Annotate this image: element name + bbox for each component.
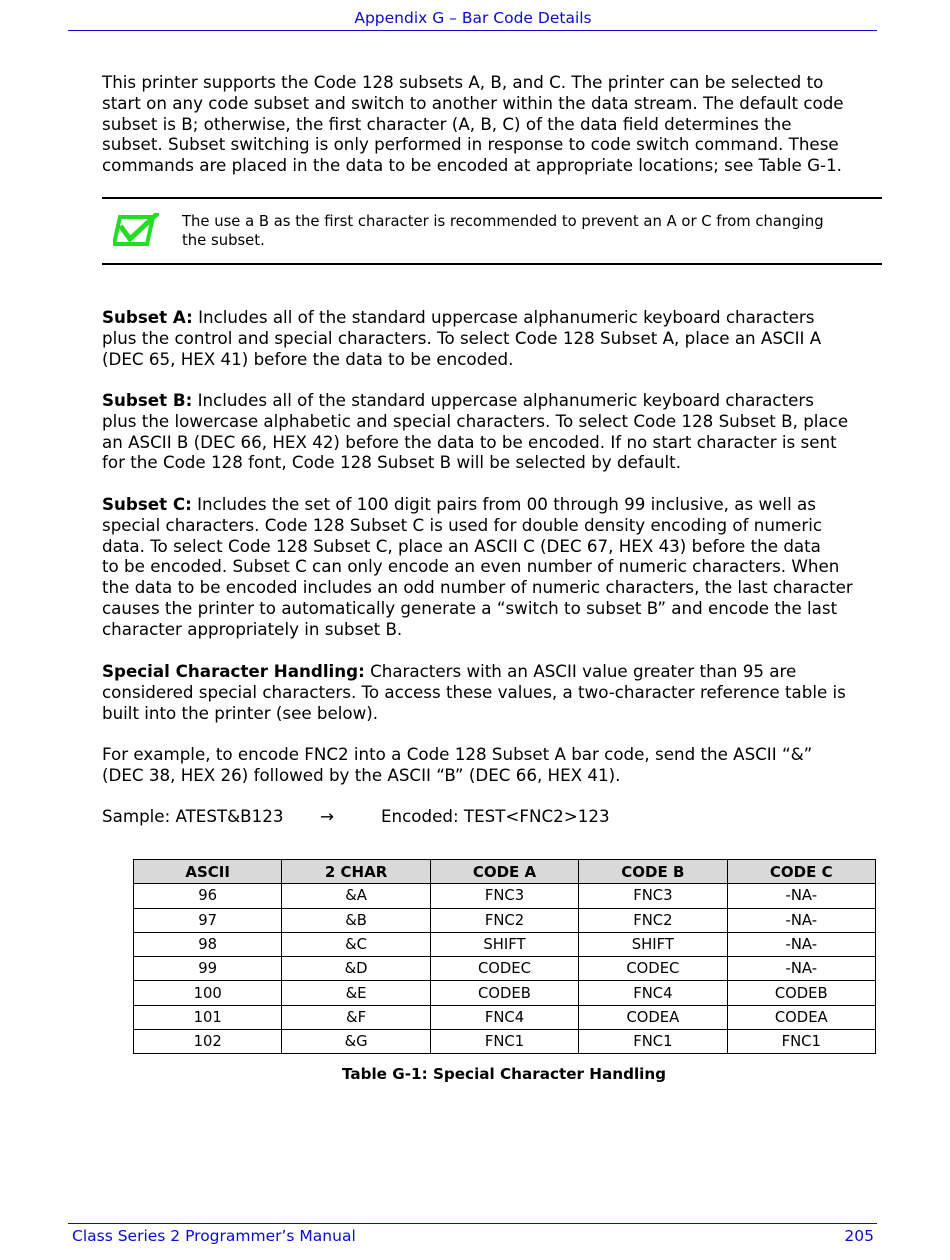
intro-line: subset is B; otherwise, the first character (A, B, C) of the data field determines the [102,113,792,134]
note-text [182,212,872,250]
right-arrow-icon: → [320,806,334,826]
table-row [134,1030,876,1054]
example-line: For example, to encode FNC2 into a Code 128 Subset A bar code, send the ASCII “&” [102,744,813,764]
table-cell: &C [282,932,430,956]
table-cell: 99 [134,957,282,981]
subset-c-line: the data to be encoded includes an odd number of numeric characters, the last character [102,577,853,598]
special-character-table [133,859,876,1054]
table-row [134,884,876,908]
table-cell: &A [282,884,430,908]
table-row [134,1005,876,1029]
table-cell: FNC1 [727,1030,875,1054]
note-bottom-rule [102,263,882,265]
table-cell: &F [282,1005,430,1029]
table-cell: FNC2 [579,908,727,932]
table-cell: CODEA [727,1005,875,1029]
subset-a-text: Includes all of the standard uppercase alphanumeric keyboard characters [192,307,815,327]
table-caption: Table G-1: Special Character Handling [341,1065,667,1083]
table-cell: CODEB [727,981,875,1005]
subset-b-text: Includes all of the standard uppercase alphanumeric keyboard characters [192,390,814,410]
intro-line: subset. Subset switching is only performed in response to code switch command. These [102,134,839,155]
footer-rule [68,1223,877,1224]
subset-a-paragraph [102,307,892,369]
column-header: CODE C [727,860,875,884]
footer-page-number: 205 [844,1227,874,1245]
example-paragraph [102,744,892,786]
note-top-rule [102,197,882,199]
subset-a-line: plus the control and special characters. To select Code 128 Subset A, place an ASCII A [102,327,822,348]
subset-c-line: data. To select Code 128 Subset C, place an ASCII C (DEC 67, HEX 43) before the data [102,535,821,556]
special-handling-line: built into the printer (see below). [102,702,379,723]
table-cell: CODEC [430,957,578,981]
table-cell: CODEC [579,957,727,981]
subset-a-line: (DEC 65, HEX 41) before the data to be encoded. [102,348,514,369]
table-cell: FNC4 [430,1005,578,1029]
subset-c-line: causes the printer to automatically generate a “switch to subset B” and encode the last [102,597,838,618]
subset-b-line: for the Code 128 font, Code 128 Subset B will be selected by default. [102,452,682,473]
subset-c-heading: Subset C: [102,494,192,514]
intro-line: commands are placed in the data to be encoded at appropriate locations; see Table G-1. [102,155,842,176]
column-header: CODE B [579,860,727,884]
footer-manual-title: Class Series 2 Programmer’s Manual [72,1227,356,1245]
special-handling-line: considered special characters. To access these values, a two-character reference table is [102,681,846,702]
table-row [134,932,876,956]
table-cell: CODEB [430,981,578,1005]
table-cell: &B [282,908,430,932]
subset-a-heading: Subset A: [102,307,193,327]
column-header: CODE A [430,860,578,884]
sample-encoded: Encoded: TEST<FNC2>123 [381,806,610,826]
table-cell: -NA- [727,908,875,932]
subset-c-line: to be encoded. Subset C can only encode an even number of numeric characters. When [102,556,840,577]
table-header-row [134,860,876,884]
table-cell: 102 [134,1030,282,1054]
intro-line: This printer supports the Code 128 subsets A, B, and C. The printer can be selected to [102,72,824,92]
sample-input: Sample: ATEST&B123 [102,806,284,826]
table-cell: 97 [134,908,282,932]
column-header: ASCII [134,860,282,884]
green-checkbox-icon [113,213,159,247]
table-cell: -NA- [727,884,875,908]
table-cell: &E [282,981,430,1005]
table-cell: 100 [134,981,282,1005]
table-cell: 96 [134,884,282,908]
subset-b-heading: Subset B: [102,390,193,410]
table-row [134,908,876,932]
example-line: (DEC 38, HEX 26) followed by the ASCII “B” (DEC 66, HEX 41). [102,764,621,785]
table-cell: FNC1 [430,1030,578,1054]
table-cell: 98 [134,932,282,956]
table-cell: 101 [134,1005,282,1029]
subset-b-line: plus the lowercase alphabetic and special characters. To select Code 128 Subset B, place [102,410,849,431]
table-cell: &G [282,1030,430,1054]
note-line: the subset. [182,232,265,249]
table-cell: FNC1 [579,1030,727,1054]
table-cell: FNC3 [430,884,578,908]
table-cell: SHIFT [430,932,578,956]
table-cell: FNC4 [579,981,727,1005]
intro-paragraph [102,72,892,176]
special-handling-paragraph [102,661,892,723]
note-line: The use a B as the first character is recommended to prevent an A or C from changing [182,213,824,230]
column-header: 2 CHAR [282,860,430,884]
table-cell: -NA- [727,932,875,956]
subset-c-text: Includes the set of 100 digit pairs from 00 through 99 inclusive, as well as [191,494,816,514]
table-cell: CODEA [579,1005,727,1029]
subset-b-paragraph [102,390,892,473]
sample-line [102,806,892,827]
table-cell: FNC3 [579,884,727,908]
table-row [134,957,876,981]
header-rule [68,30,877,31]
subset-c-paragraph [102,494,892,640]
table-cell: -NA- [727,957,875,981]
subset-b-line: an ASCII B (DEC 66, HEX 42) before the data to be encoded. If no start character is sent [102,431,837,452]
intro-line: start on any code subset and switch to another within the data stream. The default code [102,92,844,113]
subset-c-line: special characters. Code 128 Subset C is used for double density encoding of numeric [102,514,823,535]
subset-c-line: character appropriately in subset B. [102,618,403,639]
table-cell: SHIFT [579,932,727,956]
table-cell: &D [282,957,430,981]
special-handling-text: Characters with an ASCII value greater than 95 are [364,661,797,681]
page-header-title: Appendix G – Bar Code Details [354,9,592,27]
table-row [134,981,876,1005]
table-cell: FNC2 [430,908,578,932]
special-handling-heading: Special Character Handling: [102,661,365,681]
